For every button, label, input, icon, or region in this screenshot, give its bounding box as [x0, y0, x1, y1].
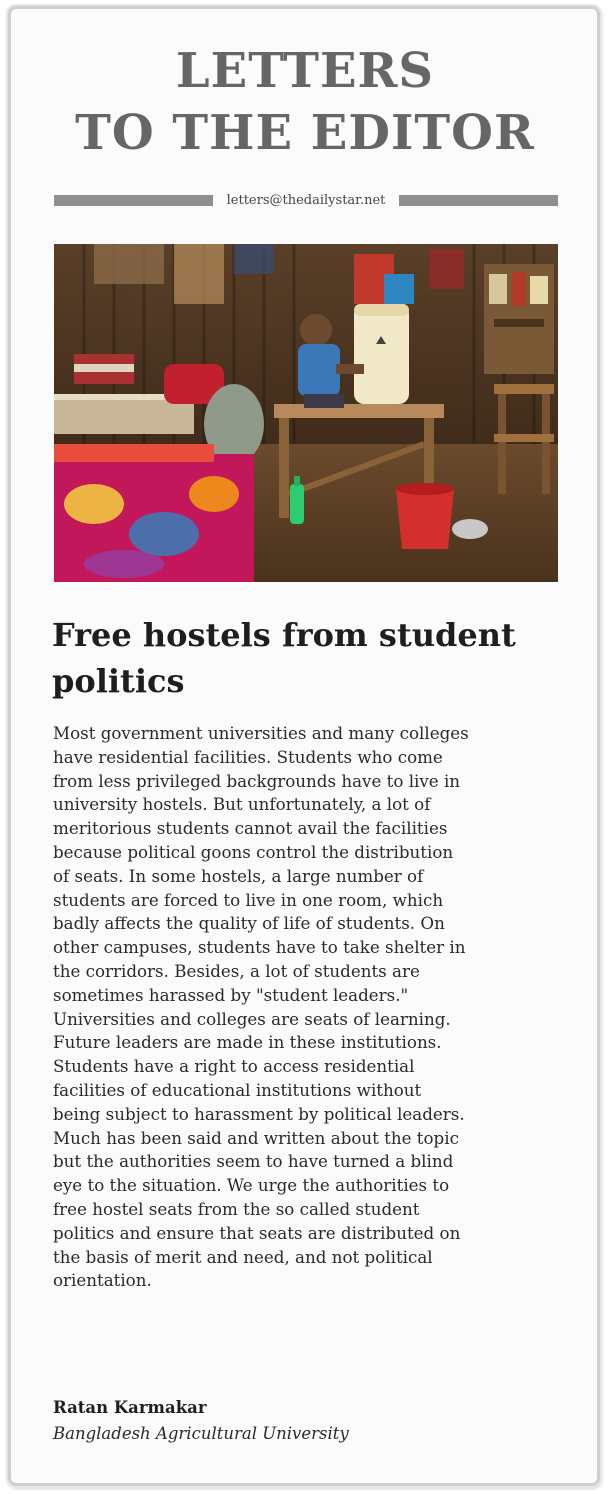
masthead-title-line1: LETTERS	[175, 43, 435, 99]
letter-body	[53, 722, 553, 1293]
body-line: but the authorities seem to have turned a blind	[53, 1151, 454, 1172]
body-line: Future leaders are made in these institutions.	[53, 1032, 442, 1053]
right-rule-bar	[399, 195, 558, 206]
contact-email: letters@thedailystar.net	[226, 192, 386, 208]
body-line: Students have a right to access residential	[53, 1056, 415, 1077]
headline-line2: politics	[52, 662, 185, 700]
body-line: facilities of educational institutions without	[53, 1079, 422, 1100]
body-line: university hostels. But unfortunately, a lot of	[53, 794, 431, 815]
body-line: students are forced to live in one room, which	[53, 889, 444, 910]
letter-headline	[52, 612, 572, 704]
body-line: of seats. In some hostels, a large number of	[53, 865, 424, 886]
body-line: from less privileged backgrounds have to live in	[53, 770, 461, 791]
body-line: sometimes harassed by "student leaders."	[53, 984, 409, 1005]
body-line: the corridors. Besides, a lot of students are	[53, 960, 420, 981]
body-line: Much has been said and written about the topic	[53, 1127, 459, 1148]
hostel-room-photo	[54, 244, 558, 582]
body-line: Universities and colleges are seats of learning.	[53, 1008, 451, 1029]
body-line: free hostel seats from the so called student	[53, 1198, 420, 1219]
body-line: Most government universities and many colleges	[53, 723, 469, 743]
body-line: meritorious students cannot avail the facilities	[53, 818, 448, 839]
author-affiliation: Bangladesh Agricultural University	[53, 1424, 349, 1443]
masthead	[0, 40, 610, 164]
body-line: orientation.	[53, 1270, 152, 1291]
body-line: other campuses, students have to take shelter in	[53, 937, 466, 958]
body-line: the basis of merit and need, and not political	[53, 1246, 433, 1267]
body-line: because political goons control the distribution	[53, 841, 454, 862]
body-line: politics and ensure that seats are distributed on	[53, 1222, 461, 1243]
left-rule-bar	[54, 195, 213, 206]
author-name: Ratan Karmakar	[53, 1398, 207, 1417]
masthead-title-line2: TO THE EDITOR	[75, 105, 535, 161]
body-line: have residential facilities. Students who come	[53, 746, 443, 767]
body-line: being subject to harassment by political leaders.	[53, 1103, 465, 1124]
email-row	[54, 188, 558, 212]
body-line: eye to the situation. We urge the authorities to	[53, 1175, 450, 1196]
headline-line1: Free hostels from student	[52, 616, 516, 654]
body-line: badly affects the quality of life of students. On	[53, 913, 445, 934]
